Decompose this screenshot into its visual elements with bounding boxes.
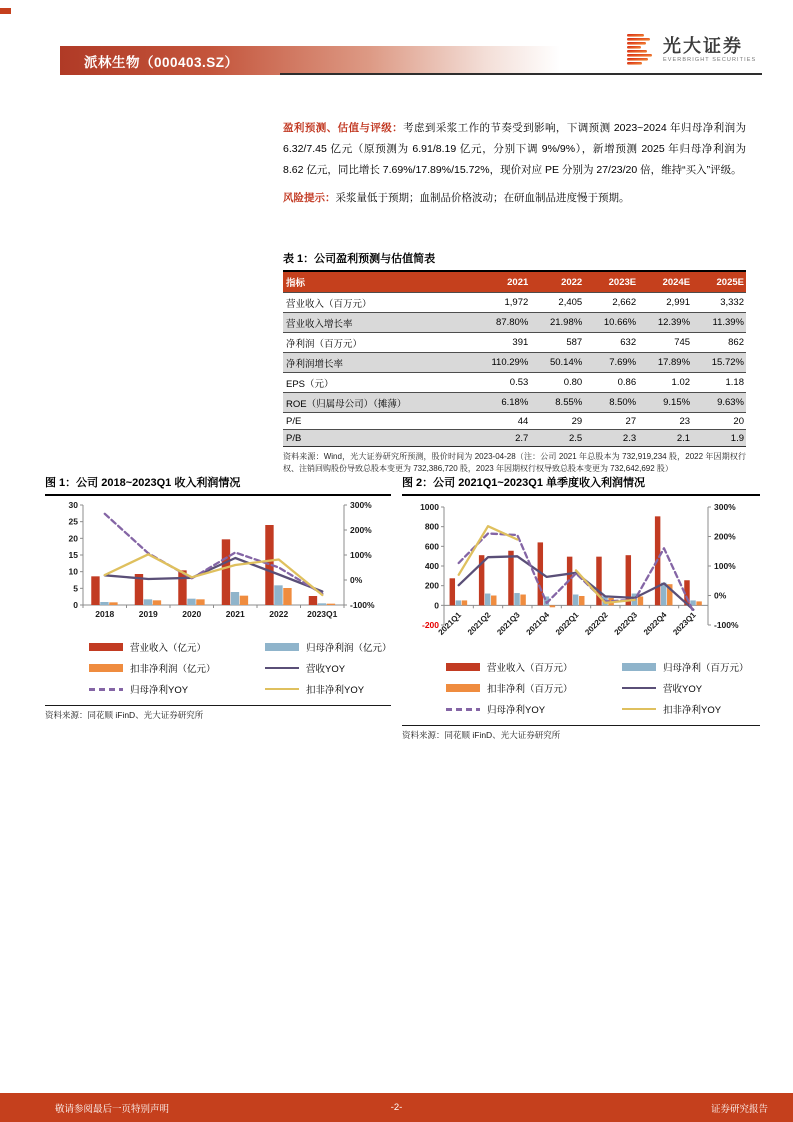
- table-cell: 2.5: [530, 430, 584, 447]
- right-axis-label: 100%: [714, 561, 736, 571]
- table-cell: 44: [470, 413, 531, 430]
- legend-label: 扣非净利YOY: [663, 705, 722, 716]
- table-cell: P/E: [283, 413, 470, 430]
- table-row: [283, 293, 746, 313]
- table-cell: 21.98%: [530, 313, 584, 333]
- table-cell: P/B: [283, 430, 470, 447]
- right-axis-label: -100%: [714, 620, 739, 630]
- chart-2-source: 资料来源：同花顺 iFinD、光大证券研究所: [402, 725, 760, 741]
- forecast-valuation-table: [283, 272, 746, 447]
- legend-swatch-bar-icon: [89, 664, 123, 672]
- bar: [100, 602, 108, 605]
- footer-page-number: -2-: [390, 1102, 403, 1113]
- bar: [485, 594, 490, 606]
- summary-section: [283, 118, 746, 209]
- legend-item: [89, 682, 265, 696]
- x-axis-label: 2022Q2: [583, 610, 610, 637]
- table-cell: 110.29%: [470, 353, 531, 373]
- paragraph-text: 考虑到采浆工作的节奏受到影响，下调预测 2023~2024 年归母净利润为 6.32/7.45 亿元（原预测为 6.91/8.19 亿元，分别下调 9%/9%），新增预测 2025 年归母净利润为 8.62 亿元，同比增长 7.69%/17.89%/15.72%，现价对应 PE 分别为 27/23/20 倍，维持“买入”评级。: [283, 122, 746, 176]
- left-axis-label: 10: [68, 566, 78, 577]
- paragraph-lead: 风险提示：: [283, 192, 336, 205]
- table-cell: 1,972: [470, 293, 531, 313]
- x-axis-label: 2022Q1: [553, 610, 581, 637]
- table-cell: 10.66%: [584, 313, 638, 333]
- table-title: 表 1：公司盈利预测与估值简表: [283, 250, 746, 272]
- bar: [153, 600, 161, 605]
- table-cell: 2,991: [638, 293, 692, 313]
- chart-2-canvas: [402, 499, 760, 651]
- right-axis-label: 200%: [714, 531, 736, 542]
- bar: [573, 595, 578, 606]
- legend-label: 扣非净利（百万元）: [487, 684, 573, 695]
- table-cell: 2.3: [584, 430, 638, 447]
- table-row: [283, 413, 746, 430]
- chart-1-source: 资料来源：同花顺 iFinD、光大证券研究所: [45, 705, 391, 721]
- left-axis-label: 25: [68, 516, 78, 527]
- header-banner: [60, 46, 560, 75]
- page-corner-mark: [0, 8, 11, 14]
- bar: [196, 599, 204, 605]
- table-header-cell: 指标: [283, 272, 470, 293]
- table-cell: 15.72%: [692, 353, 746, 373]
- legend-label: 归母净利（百万元）: [663, 663, 749, 674]
- table-cell: 87.80%: [470, 313, 531, 333]
- legend-item: [89, 661, 265, 675]
- legend-label: 归母净利YOY: [487, 705, 546, 716]
- table-cell: 3,332: [692, 293, 746, 313]
- x-axis-label: 2022Q3: [612, 610, 640, 637]
- paragraph-text: 采浆量低于预期；血制品价格波动；在研血制品进度慢于预期。: [335, 192, 630, 205]
- x-axis-label: 2019: [138, 609, 158, 619]
- forecast-table-section: [283, 250, 746, 474]
- table-cell: 862: [692, 333, 746, 353]
- table-cell: 27: [584, 413, 638, 430]
- legend-item: [622, 660, 760, 674]
- table-cell: 0.53: [470, 373, 531, 393]
- left-axis-label: 800: [424, 521, 439, 532]
- bar: [638, 596, 643, 605]
- legend-swatch-line-icon: [265, 688, 299, 691]
- table-cell: 营业收入（百万元）: [283, 293, 470, 313]
- right-axis-label: 100%: [350, 550, 372, 560]
- legend-label: 营收YOY: [663, 684, 703, 695]
- table-source-note: 资料来源：Wind，光大证券研究所预测，股价时间为 2023-04-28（注：公司 2021 年总股本为 732,919,234 股，2022 年因期权行权、注销回购股份导致总股本变更为 732,386,720 股，2023 年因期权行权导致总股本变更为 732,642,692 股）: [283, 452, 746, 473]
- right-axis-label: 200%: [350, 525, 372, 535]
- bar: [91, 576, 99, 605]
- x-axis-label: 2023Q1: [671, 610, 698, 637]
- table-cell: 2.7: [470, 430, 531, 447]
- table-cell: 2,662: [584, 293, 638, 313]
- table-cell: 50.14%: [530, 353, 584, 373]
- legend-swatch-line-icon: [265, 667, 299, 670]
- legend-swatch-bar-icon: [622, 663, 656, 671]
- bar: [514, 593, 519, 605]
- brand-logo: [626, 33, 756, 68]
- table-cell: 1.9: [692, 430, 746, 447]
- table-cell: 净利润增长率: [283, 353, 470, 373]
- x-axis-label: 2022: [269, 609, 289, 619]
- right-axis-label: 0%: [714, 590, 727, 601]
- table-cell: 1.02: [638, 373, 692, 393]
- chart-2-title: 图 2：公司 2021Q1~2023Q1 单季度收入利润情况: [402, 474, 760, 496]
- bar: [109, 602, 117, 605]
- table-cell: 2,405: [530, 293, 584, 313]
- left-axis-label: 400: [424, 561, 439, 571]
- left-axis-label: 0: [73, 600, 78, 610]
- legend-swatch-bar-icon: [89, 643, 123, 651]
- legend-label: 营收YOY: [306, 664, 346, 675]
- bar: [462, 600, 467, 605]
- table-cell: 8.50%: [584, 393, 638, 413]
- right-axis-label: 300%: [714, 502, 736, 512]
- legend-swatch-dash-icon: [446, 708, 480, 711]
- legend-swatch-bar-icon: [446, 663, 480, 671]
- legend-swatch-bar-icon: [446, 684, 480, 692]
- bar: [274, 585, 282, 605]
- bar: [283, 588, 291, 605]
- table-header-cell: 2023E: [584, 272, 638, 293]
- legend-label: 营业收入（亿元）: [130, 643, 207, 654]
- x-axis-label: 2022Q4: [641, 610, 669, 637]
- bar: [222, 539, 230, 605]
- legend-item: [265, 661, 391, 675]
- left-axis-label: 30: [68, 500, 78, 510]
- bar: [696, 601, 701, 605]
- chart-1-canvas: [45, 499, 391, 631]
- legend-label: 归母净利YOY: [130, 685, 189, 696]
- table-cell: 8.55%: [530, 393, 584, 413]
- bar: [456, 600, 461, 605]
- bar: [318, 603, 326, 605]
- table-cell: 23: [638, 413, 692, 430]
- table-cell: 29: [530, 413, 584, 430]
- bar: [327, 604, 335, 605]
- x-axis-label: 2018: [95, 609, 115, 619]
- table-cell: 2.1: [638, 430, 692, 447]
- legend-item: [446, 702, 622, 716]
- bar: [508, 551, 513, 606]
- left-axis-label: 200: [424, 580, 439, 591]
- bar: [550, 605, 555, 607]
- legend-item: [622, 681, 760, 695]
- table-cell: ROE（归属母公司）（摊薄）: [283, 393, 470, 413]
- x-axis-label: 2021Q4: [524, 610, 552, 637]
- table-cell: 391: [470, 333, 531, 353]
- bar: [144, 599, 152, 605]
- table-header-cell: 2022: [530, 272, 584, 293]
- everbright-logo-icon: [626, 33, 656, 68]
- left-axis-label: 0: [434, 600, 439, 611]
- bar: [520, 595, 525, 606]
- left-axis-label: 600: [424, 541, 439, 552]
- legend-item: [265, 640, 391, 654]
- table-header-cell: 2025E: [692, 272, 746, 293]
- stock-title: 派林生物（000403.SZ）: [84, 54, 239, 70]
- table-cell: 营业收入增长率: [283, 313, 470, 333]
- legend-swatch-line-icon: [622, 708, 656, 711]
- risk-paragraph: [283, 188, 746, 209]
- right-axis-label: -100%: [350, 600, 375, 610]
- legend-label: 归母净利润（亿元）: [306, 643, 392, 654]
- bar: [187, 599, 195, 605]
- chart-1-legend: [45, 640, 391, 696]
- table-header-cell: 2021: [470, 272, 531, 293]
- bar: [231, 592, 239, 605]
- left-axis-label: 20: [68, 533, 78, 544]
- chart-1-title: 图 1：公司 2018~2023Q1 收入利润情况: [45, 474, 391, 496]
- bar: [240, 596, 248, 605]
- bar: [491, 596, 496, 606]
- table-cell: 12.39%: [638, 313, 692, 333]
- bar: [579, 596, 584, 605]
- profit-forecast-paragraph: [283, 118, 746, 180]
- right-axis-label: 300%: [350, 500, 372, 510]
- x-axis-label: 2023Q1: [307, 609, 338, 619]
- legend-swatch-bar-icon: [265, 643, 299, 651]
- table-cell: 6.18%: [470, 393, 531, 413]
- table-cell: 11.39%: [692, 313, 746, 333]
- right-axis-label: 0%: [350, 575, 363, 585]
- legend-item: [622, 702, 760, 716]
- legend-swatch-line-icon: [622, 687, 656, 690]
- legend-item: [265, 682, 391, 696]
- table-cell: 0.86: [584, 373, 638, 393]
- logo-text-cn: 光大证券: [663, 36, 743, 57]
- table-cell: 1.18: [692, 373, 746, 393]
- table-header-cell: 2024E: [638, 272, 692, 293]
- bar: [450, 578, 455, 605]
- x-axis-label: 2021Q2: [465, 610, 493, 637]
- x-axis-label: 2021Q1: [436, 610, 464, 637]
- table-cell: 745: [638, 333, 692, 353]
- x-axis-label: 2020: [182, 609, 202, 619]
- table-cell: 17.89%: [638, 353, 692, 373]
- paragraph-lead: 盈利预测、估值与评级：: [283, 122, 404, 134]
- table-row: [283, 353, 746, 373]
- table-cell: 7.69%: [584, 353, 638, 373]
- footer-report-type: 证券研究报告: [710, 1103, 768, 1115]
- chart-2-block: [402, 474, 760, 741]
- legend-label: 扣非净利YOY: [306, 685, 365, 696]
- footer-disclaimer: 敬请参阅最后一页特别声明: [55, 1103, 170, 1115]
- x-axis-label: 2021Q3: [495, 610, 522, 637]
- table-cell: 9.15%: [638, 393, 692, 413]
- x-axis-label: 2021: [225, 609, 245, 619]
- table-row: [283, 313, 746, 333]
- table-cell: 0.80: [530, 373, 584, 393]
- table-cell: 9.63%: [692, 393, 746, 413]
- page-footer: [0, 1093, 793, 1122]
- legend-label: 营业收入（百万元）: [487, 663, 573, 674]
- left-axis-label: 1000: [420, 502, 439, 512]
- legend-item: [446, 660, 622, 674]
- legend-item: [89, 640, 265, 654]
- table-row: [283, 393, 746, 413]
- table-row: [283, 430, 746, 447]
- table-cell: 587: [530, 333, 584, 353]
- table-cell: EPS（元）: [283, 373, 470, 393]
- left-axis-label: -200: [421, 620, 439, 630]
- table-cell: 632: [584, 333, 638, 353]
- left-axis-label: 5: [73, 583, 78, 594]
- left-axis-label: 15: [68, 550, 78, 560]
- legend-item: [446, 681, 622, 695]
- table-cell: 20: [692, 413, 746, 430]
- table-cell: 净利润（百万元）: [283, 333, 470, 353]
- table-row: [283, 333, 746, 353]
- logo-text-en: EVERBRIGHT SECURITIES: [663, 57, 757, 64]
- header-divider: [280, 73, 762, 75]
- chart-2-legend: [402, 660, 760, 716]
- chart-1-block: [45, 474, 391, 721]
- legend-label: 扣非净利润（亿元）: [130, 664, 216, 675]
- bar: [309, 596, 317, 605]
- table-row: [283, 373, 746, 393]
- legend-swatch-dash-icon: [89, 688, 123, 691]
